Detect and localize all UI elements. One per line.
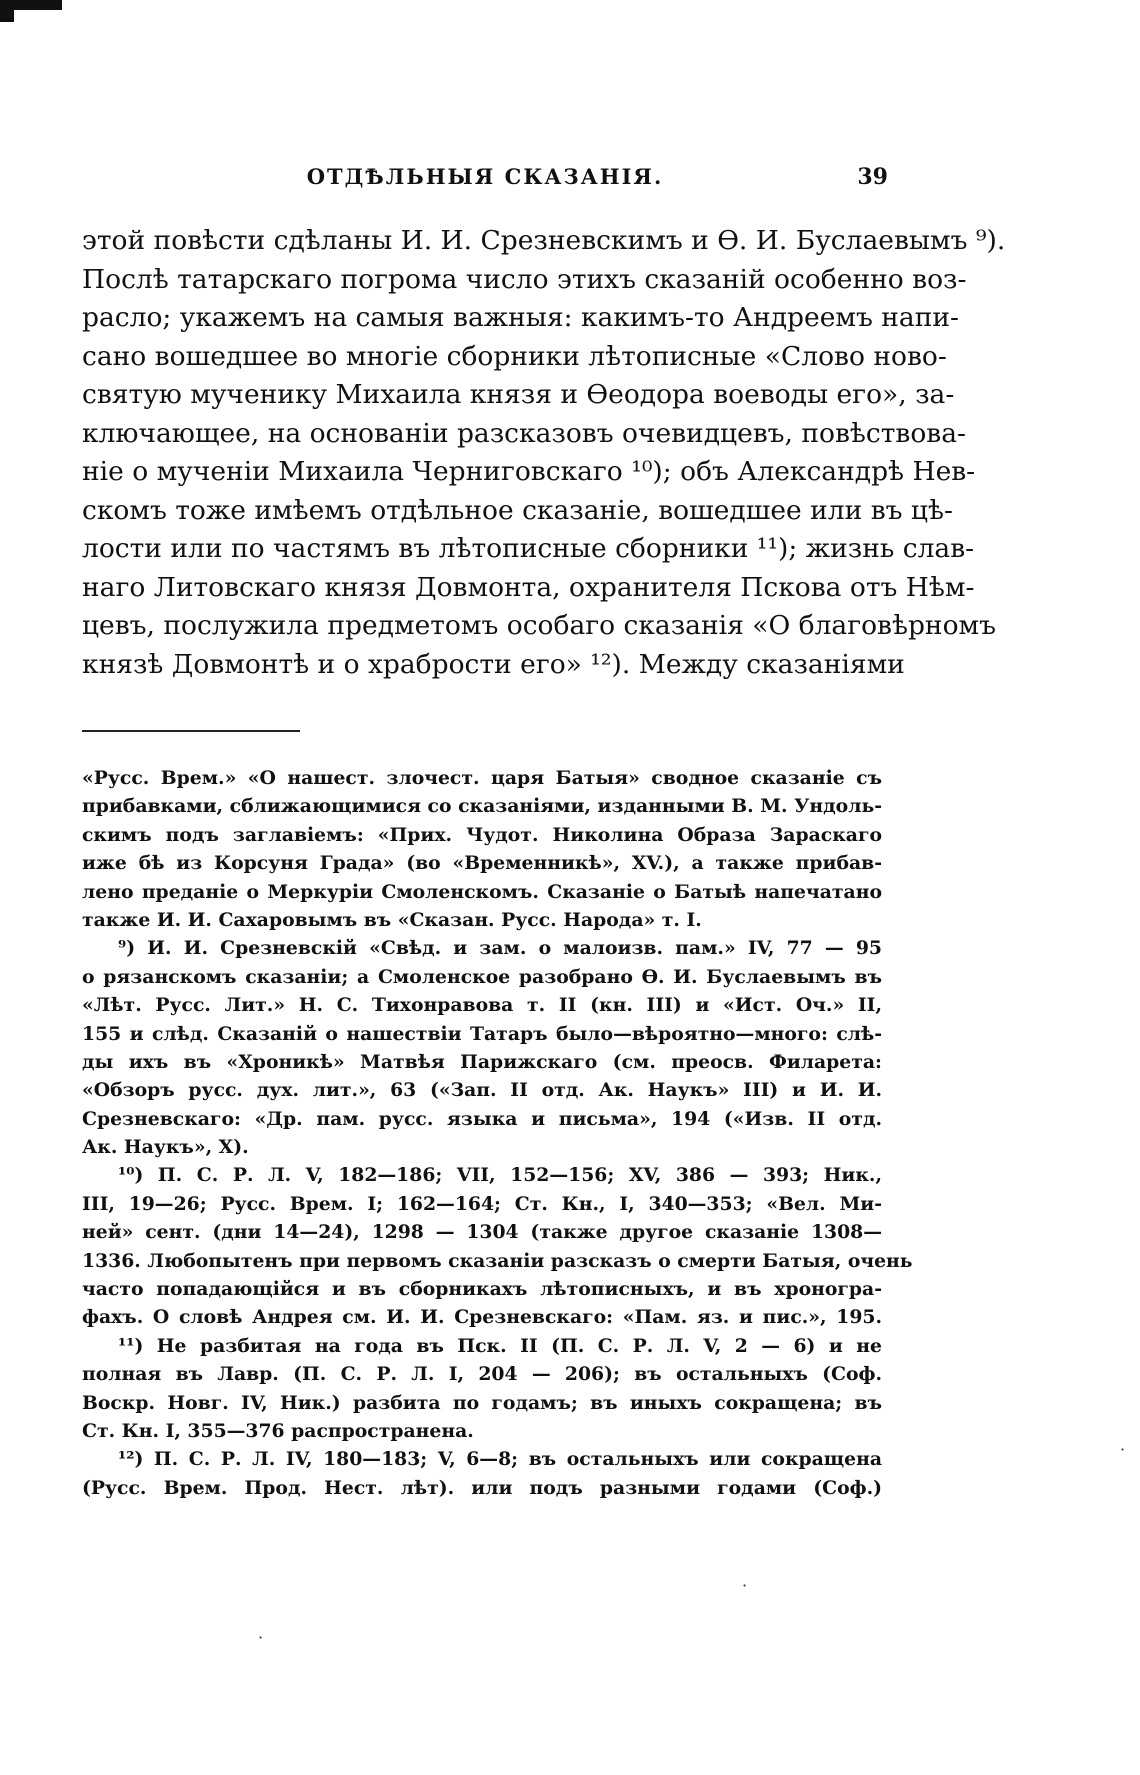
footnote-line: также И. И. Сахаровымъ въ «Сказан. Русс. Народа» т. I.	[82, 908, 702, 931]
text-line: святую мученику Михаила князя и Ѳеодора воеводы его», за-	[82, 379, 955, 410]
footnote-line: фахъ. О словѣ Андрея см. И. И. Срезневскаго: «Пам. яз. и пис.», 195.	[82, 1306, 882, 1329]
text-line: этой повѣсти сдѣланы И. И. Срезневскимъ и Ѳ. И. Буслаевымъ ⁹).	[82, 225, 1006, 256]
scan-corner-mark	[0, 0, 14, 22]
footnote-line: «Русс. Врем.» «О нашест. злочест. царя Батыя» сводное сказаніе съ	[82, 767, 882, 789]
footnote-11-line: ¹¹) Не разбитая на года въ Пск. II (П. С. Р. Л. V, 2 — 6) и не	[118, 1334, 882, 1357]
running-head	[82, 164, 888, 204]
text-line: Послѣ татарскаго погрома число этихъ сказаній особенно воз-	[82, 263, 967, 295]
scan-speck: ·	[258, 1628, 264, 1647]
footnote-line: III, 19—26; Русс. Врем. I; 162—164; Ст. Кн., I, 340—353; «Вел. Ми-	[82, 1192, 882, 1215]
footnote-line: 155 и слѣд. Сказаній о нашествіи Татаръ было—вѣроятно—много: слѣ-	[82, 1022, 882, 1045]
footnote-line: прибавками, сближающимися со сказаніями, изданными В. М. Ундоль-	[82, 795, 882, 818]
footnote-10-line: ¹⁰) П. С. Р. Л. V, 182—186; VII, 152—156; XV, 386 — 393; Ник.,	[118, 1164, 882, 1187]
footnote-line: «Обзоръ русс. дух. лит.», 63 («Зап. II отд. Ак. Наукъ» III) и И. И.	[82, 1079, 882, 1102]
footnote-line: полная въ Лавр. (П. С. Р. Л. I, 204 — 206); въ остальныхъ (Соф.	[82, 1363, 882, 1386]
page-number: 39	[857, 164, 888, 190]
footnote-line: 1336. Любопытенъ при первомъ сказаніи разсказъ о смерти Батыя, очень	[82, 1249, 913, 1272]
footnote-12-line: ¹²) П. С. Р. Л. IV, 180—183; V, 6—8; въ остальныхъ или сокращена	[118, 1448, 882, 1471]
scan-speck: ·	[742, 1576, 748, 1595]
footnote-line: лено преданіе о Меркуріи Смоленскомъ. Сказаніе о Батыѣ напечатано	[82, 880, 882, 903]
text-line: ключающее, на основаніи разсказовъ очевидцевъ, повѣствова-	[82, 417, 966, 449]
footnote-line: ней» сент. (дни 14—24), 1298 — 1304 (также другое сказаніе 1308—	[82, 1221, 882, 1244]
text-line: расло; укажемъ на самыя важныя: какимъ-то Андреемъ напи-	[82, 302, 960, 333]
footnote-line: (Русс. Врем. Прод. Нест. лѣт). или подъ разными годами (Соф.)	[82, 1476, 882, 1499]
text-line: князѣ Довмонтѣ и о храбрости его» ¹²). Между сказаніями	[82, 648, 905, 680]
footnote-line: часто попадающійся и въ сборникахъ лѣтописныхъ, и въ хроногра-	[82, 1278, 882, 1301]
footnote-9-line: ⁹) И. И. Срезневскій «Свѣд. и зам. о малоизв. пам.» IV, 77 — 95	[118, 937, 882, 960]
footnote-line: о рязанскомъ сказаніи; а Смоленское разобрано Ѳ. И. Буслаевымъ въ	[82, 965, 882, 988]
text-line: сано вошедшее во многіе сборники лѣтописные «Слово ново-	[82, 340, 947, 372]
footnote-line: Срезневскаго: «Др. пам. русс. языка и письма», 194 («Изв. II отд.	[82, 1107, 882, 1130]
text-line: цевъ, послужила предметомъ особаго сказанія «О благовѣрномъ	[82, 610, 997, 641]
footnote-line: Ак. Наукъ», X).	[82, 1136, 249, 1159]
footnote-line: иже бѣ из Корсуня Града» (во «Временникѣ», XV.), а также прибав-	[82, 852, 882, 875]
text-line: скомъ тоже имѣемъ отдѣльное сказаніе, вошедшее или въ цѣ-	[82, 494, 953, 526]
footnote-line: Воскр. Новг. IV, Ник.) разбита по годамъ; въ иныхъ сокращена; въ	[82, 1391, 882, 1414]
footnote-line: Ст. Кн. I, 355—376 распространена.	[82, 1419, 474, 1442]
running-title: ОТДѢЛЬНЫЯ СКАЗАНІЯ.	[306, 164, 664, 189]
footnote-line: ды ихъ въ «Хроникѣ» Матвѣя Парижскаго (см. преосв. Филарета:	[82, 1050, 882, 1073]
text-line: наго Литовскаго князя Довмонта, охранителя Пскова отъ Нѣм-	[82, 571, 975, 603]
footnote-line: скимъ подъ заглавіемъ: «Прих. Чудот. Николина Образа Зараскаго	[82, 823, 882, 846]
footnote-line: «Лѣт. Русс. Лит.» Н. С. Тихонравова т. II (кн. III) и «Ист. Оч.» II,	[82, 994, 882, 1017]
text-line: ніе о мученіи Михаила Черниговскаго ¹⁰); объ Александрѣ Нев-	[82, 456, 976, 487]
scan-speck: ·	[1120, 1440, 1126, 1459]
footnote-separator	[82, 730, 300, 732]
text-line: лости или по частямъ въ лѣтописные сборники ¹¹); жизнь слав-	[82, 533, 975, 564]
main-text	[82, 222, 1006, 684]
footnotes	[82, 764, 913, 1502]
